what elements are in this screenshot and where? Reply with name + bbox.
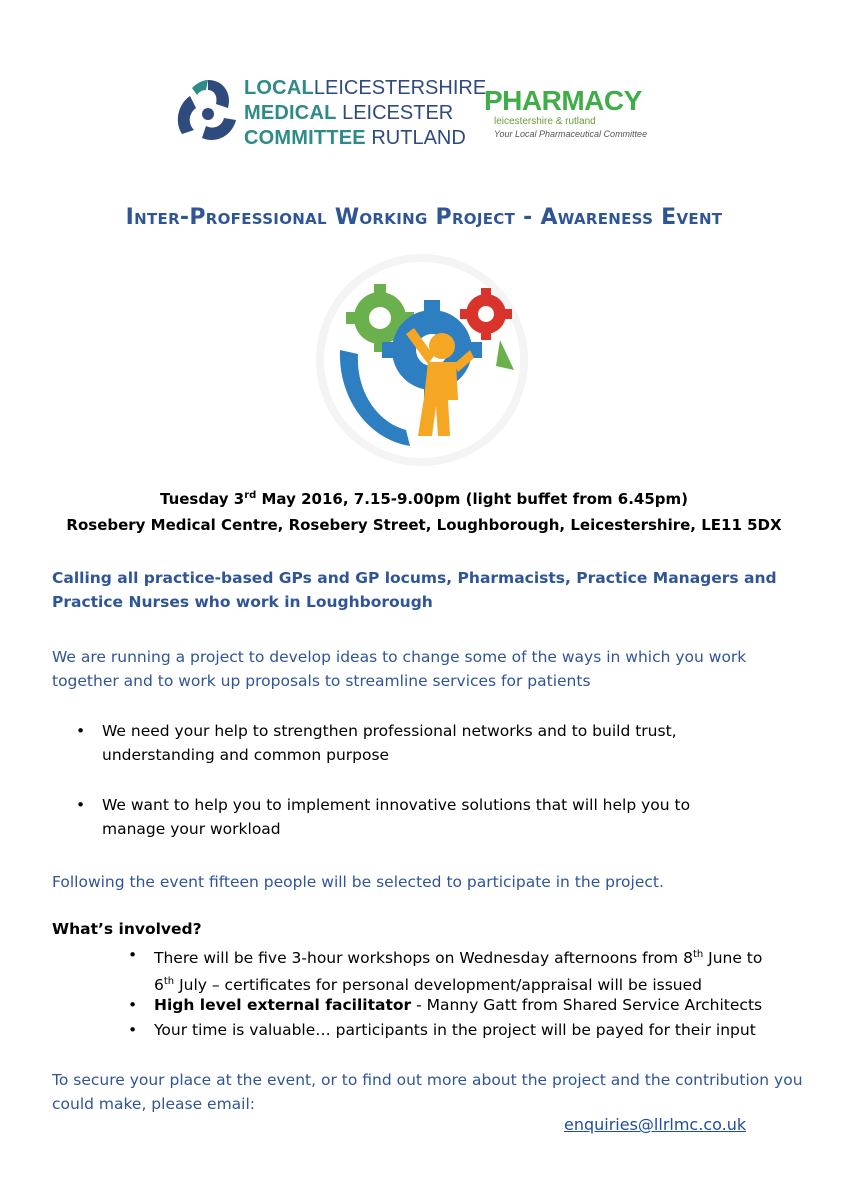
closing-paragraph: To secure your place at the event, or to find out more about the project and the contribution you could make, please email: [52, 1071, 803, 1113]
lmc-row-1: LOCALLEICESTERSHIRE [244, 77, 487, 99]
pharmacy-logo-word: PHARMACY [484, 85, 642, 116]
gears-teamwork-illustration [310, 250, 535, 470]
list-item: • Your time is valuable… participants in the project will be payed for their input [128, 1018, 818, 1042]
intro-paragraph: We are running a project to develop ideas to change some of the ways in which you work together and to work up proposals to streamline services for patients [52, 648, 747, 690]
following-paragraph: Following the event fifteen people will be selected to participate in the project. [52, 873, 664, 891]
list-item: • We need your help to strengthen professional networks and to build trust, understanding and common purpose [76, 719, 756, 767]
involved-heading: What’s involved? [52, 920, 202, 938]
lmc-row-3: COMMITTEE RUTLAND [244, 127, 466, 149]
pharmacy-logo-subtitle: leicestershire & rutland [494, 116, 596, 127]
list-item: • There will be five 3-hour workshops on Wednesday afternoons from 8th June to 6th July – certificates for personal development/appraisal will be issued [128, 943, 818, 997]
list-item: • We want to help you to implement innovative solutions that will help you to manage your workload [76, 793, 756, 841]
event-date-line: Tuesday 3rd May 2016, 7.15-9.00pm (light buffet from 6.45pm) [159, 490, 688, 508]
bullet-icon: • [128, 946, 138, 964]
event-venue-line: Rosebery Medical Centre, Rosebery Street, Loughborough, Leicestershire, LE11 5DX [66, 516, 782, 534]
pharmacy-logo-tagline: Your Local Pharmaceutical Committee [494, 129, 648, 139]
lmc-row-2: MEDICAL LEICESTER [244, 102, 454, 124]
bullet-icon: • [76, 722, 86, 740]
pharmacy-logo [484, 86, 684, 146]
lmc-emblem-icon [172, 74, 244, 154]
calling-paragraph: Calling all practice-based GPs and GP locums, Pharmacists, Practice Managers and Practice Nurses who work in Loughborough [52, 569, 777, 611]
page-title: Inter-Professional Working Project - Awareness Event [125, 205, 723, 230]
lmc-logo [172, 72, 487, 156]
list-item: • High level external facilitator - Manny Gatt from Shared Service Architects [128, 993, 818, 1017]
email-link[interactable]: enquiries@llrlmc.co.uk [564, 1115, 747, 1134]
bullet-icon: • [128, 1021, 138, 1039]
bullet-icon: • [76, 796, 86, 814]
bullet-icon: • [128, 996, 138, 1014]
